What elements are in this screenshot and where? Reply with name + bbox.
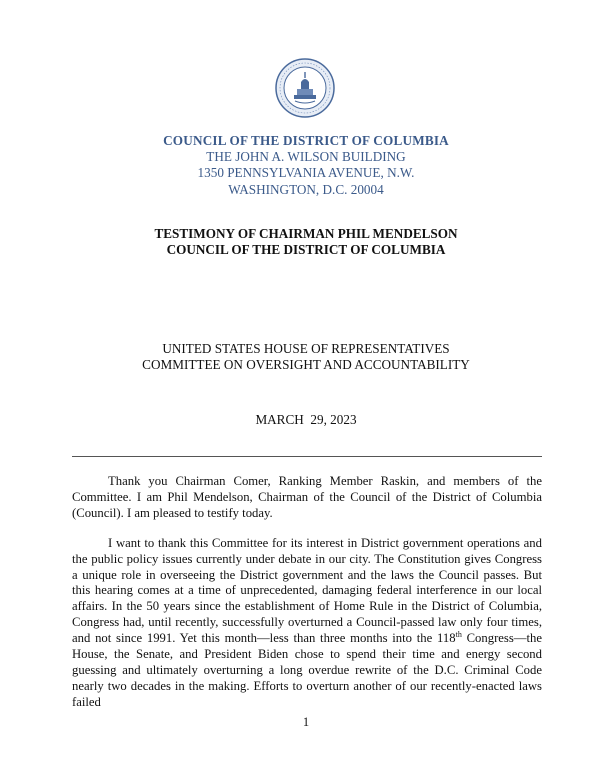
- title-line-1: TESTIMONY OF CHAIRMAN PHIL MENDELSON: [154, 226, 458, 241]
- paragraph-1: Thank you Chairman Comer, Ranking Member Raskin, and members of the Committee. I am Phil Mendelson, Chairman of the Council of the District of Columbia (Council). I am pleased to testify today.: [72, 474, 542, 520]
- letterhead-building: THE JOHN A. WILSON BUILDING: [206, 149, 406, 165]
- testimony-title: [0, 226, 612, 258]
- paragraph-2-text-a: I want to thank this Committee for its interest in District government operations and the public policy issues currently under debate in our city. The Constitution gives Congress a unique role in overseeing the District government and the laws the Council passes. But this hearing comes at a time of unprecedented, damaging federal interference in our local affairs. In the 50 years since the establishment of Home Rule in the District of Columbia, Congress had, until recently, successfully overturned a Council-passed law only four times, and not since 1991. Yet this month—less than three months into the 118: [72, 535, 542, 646]
- committee-heading: [0, 341, 612, 373]
- letterhead-org: COUNCIL OF THE DISTRICT OF COLUMBIA: [163, 133, 449, 148]
- letterhead-city: WASHINGTON, D.C. 20004: [228, 181, 384, 197]
- page-number: 1: [302, 715, 310, 729]
- letterhead-street: 1350 PENNSYLVANIA AVENUE, N.W.: [197, 165, 415, 181]
- ordinal-suffix: th: [455, 629, 462, 639]
- dc-council-seal-icon: [275, 58, 335, 118]
- paragraph-2: [72, 536, 542, 711]
- committee-line-1: UNITED STATES HOUSE OF REPRESENTATIVES: [162, 341, 450, 356]
- testimony-date: MARCH 29, 2023: [255, 412, 357, 427]
- testimony-body: [72, 474, 542, 725]
- paragraph-2-text-b: Congress—the House, the Senate, and President Biden chose to spend their time and energy second guessing and ultimately overturning a long overdue rewrite of the D.C. Criminal Code nearly two decades in the making. Efforts to overturn another of our recently-enacted laws failed: [72, 631, 542, 709]
- letterhead: [0, 133, 612, 198]
- committee-line-2: COMMITTEE ON OVERSIGHT AND ACCOUNTABILITY: [142, 357, 470, 372]
- horizontal-divider: [72, 456, 542, 457]
- title-line-2: COUNCIL OF THE DISTRICT OF COLUMBIA: [166, 242, 446, 257]
